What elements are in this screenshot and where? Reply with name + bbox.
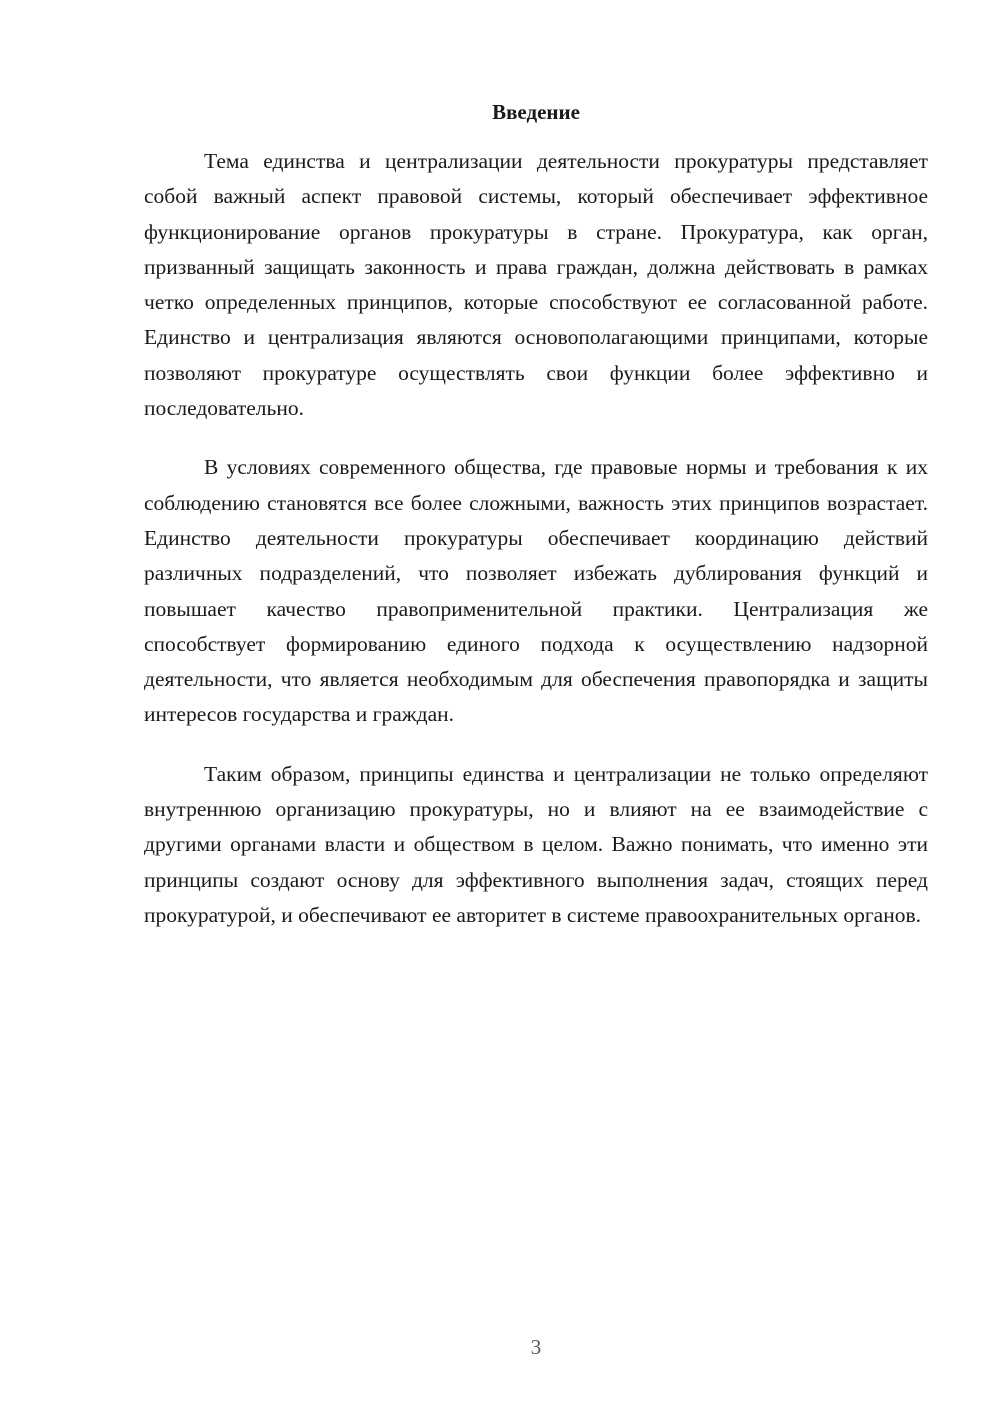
body-text bbox=[144, 144, 928, 957]
section-title: Введение bbox=[492, 100, 580, 124]
paragraph-1: Тема единства и централизации деятельности прокуратуры представляет собой важный аспект правовой системы, который обеспечивает эффективное функционирование органов прокуратуры в стране. Прокуратура, как орган, призванный защищать законность и права граждан, должна действовать в рамках четко определенных принципов, которые способствуют ее согласованной работе. Единство и централизация являются основополагающими принципами, которые позволяют прокуратуре осуществлять свои функции более эффективно и последовательно. bbox=[144, 149, 928, 421]
paragraph-3: Таким образом, принципы единства и централизации не только определяют внутреннюю организацию прокуратуры, но и влияют на ее взаимодействие с другими органами власти и обществом в целом. Важно понимать, что именно эти принципы создают основу для эффективного выполнения задач, стоящих перед прокуратурой, и обеспечивают ее авторитет в системе правоохранительных органов. bbox=[144, 761, 928, 927]
page-number: 3 bbox=[530, 1335, 542, 1359]
paragraph-2: В условиях современного общества, где правовые нормы и требования к их соблюдению становятся все более сложными, важность этих принципов возрастает. Единство деятельности прокуратуры обеспечивает координацию действий различных подразделений, что позволяет избежать дублирования функций и повышает качество правоприменительной практики. Централизация же способствует формированию единого подхода к осуществлению надзорной деятельности, что является необходимым для обеспечения правопорядка и защиты интересов государства и граждан. bbox=[144, 455, 928, 727]
